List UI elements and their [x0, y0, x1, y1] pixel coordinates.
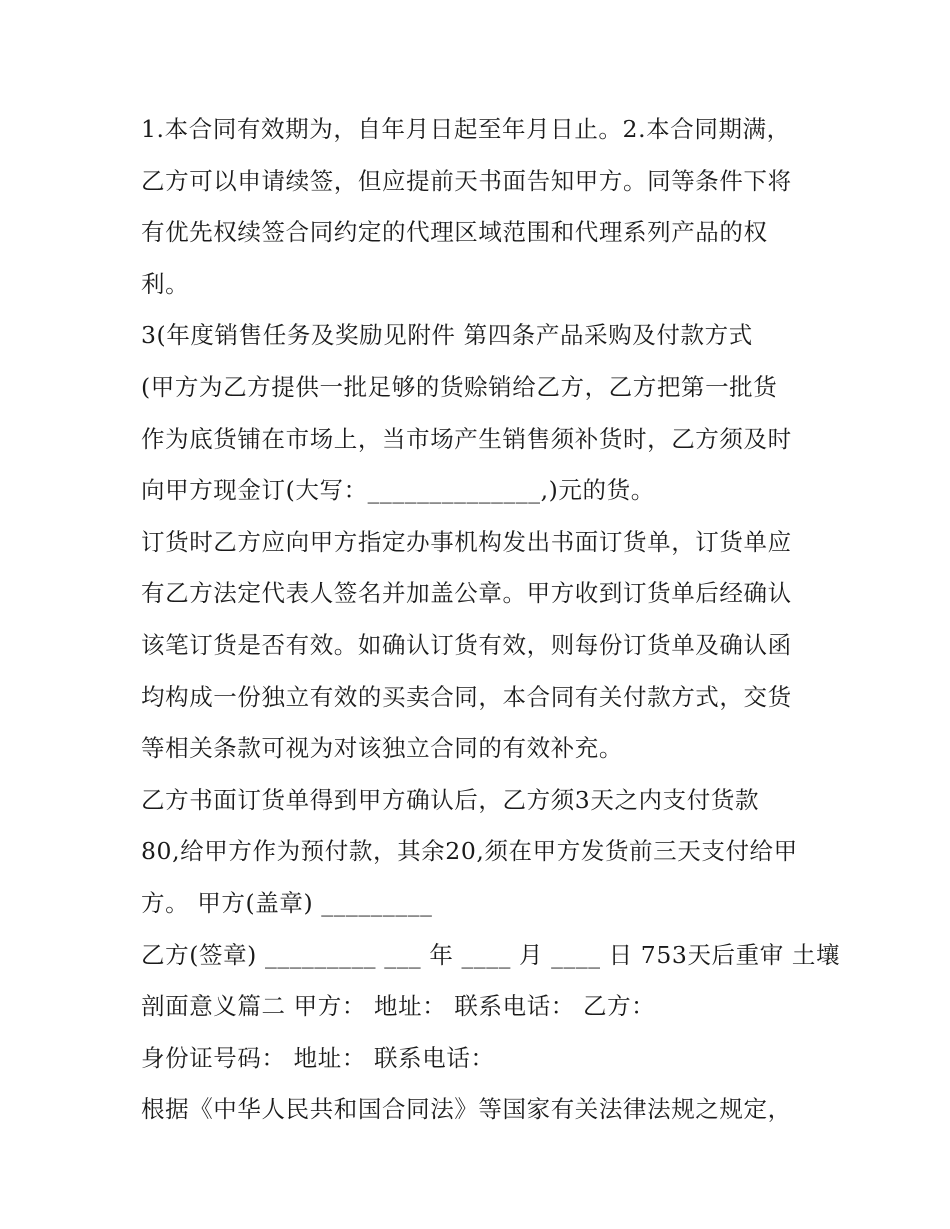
text-line: 80,给甲方作为预付款，其余20,须在甲方发货前三天支付给甲: [141, 837, 798, 866]
text-line: 均构成一份独立有效的买卖合同，本合同有关付款方式，交货: [141, 682, 792, 711]
text-line: 1.本合同有效期为，自年月日起至年月日止。2.本合同期满，: [141, 115, 791, 143]
text-line: 3(年度销售任务及奖励见附件 第四条产品采购及付款方式: [141, 321, 753, 350]
text-line: 剖面意义篇二 甲方： 地址： 联系电话： 乙方：: [141, 992, 656, 1021]
text-line: 订货时乙方应向甲方指定办事机构发出书面订货单，订货单应: [141, 527, 792, 556]
text-line: 该笔订货是否有效。如确认订货有效，则每份订货单及确认函: [141, 630, 792, 659]
text-line: 向甲方现金订(大写：______________,)元的货。: [141, 476, 655, 505]
contract-text-body: [141, 104, 841, 1136]
text-line: 有优先权续签合同约定的代理区域范围和代理系列产品的权: [141, 218, 768, 247]
signature-line-party-a: 方。 甲方(盖章) _________: [141, 888, 433, 917]
text-line: 乙方书面订货单得到甲方确认后，乙方须3天之内支付货款: [141, 785, 760, 814]
text-line: 根据《中华人民共和国合同法》等国家有关法律法规之规定，: [141, 1095, 792, 1124]
signature-line-party-b: 乙方(签章) _________ ___ 年 ____ 月 ____ 日 753天后重审 土壤: [141, 940, 841, 969]
text-line: 有乙方法定代表人签名并加盖公章。甲方收到订货单后经确认: [141, 579, 792, 608]
text-line: 利。: [141, 269, 190, 298]
text-line: 乙方可以申请续签，但应提前天书面告知甲方。同等条件下将: [141, 166, 792, 195]
text-line: 身份证号码： 地址： 联系电话：: [141, 1043, 495, 1072]
text-line: 等相关条款可视为对该独立合同的有效补充。: [141, 734, 623, 763]
text-line: 作为底货铺在市场上，当市场产生销售须补货时，乙方须及时: [141, 424, 792, 453]
text-line: (甲方为乙方提供一批足够的货赊销给乙方，乙方把第一批货: [141, 372, 778, 401]
